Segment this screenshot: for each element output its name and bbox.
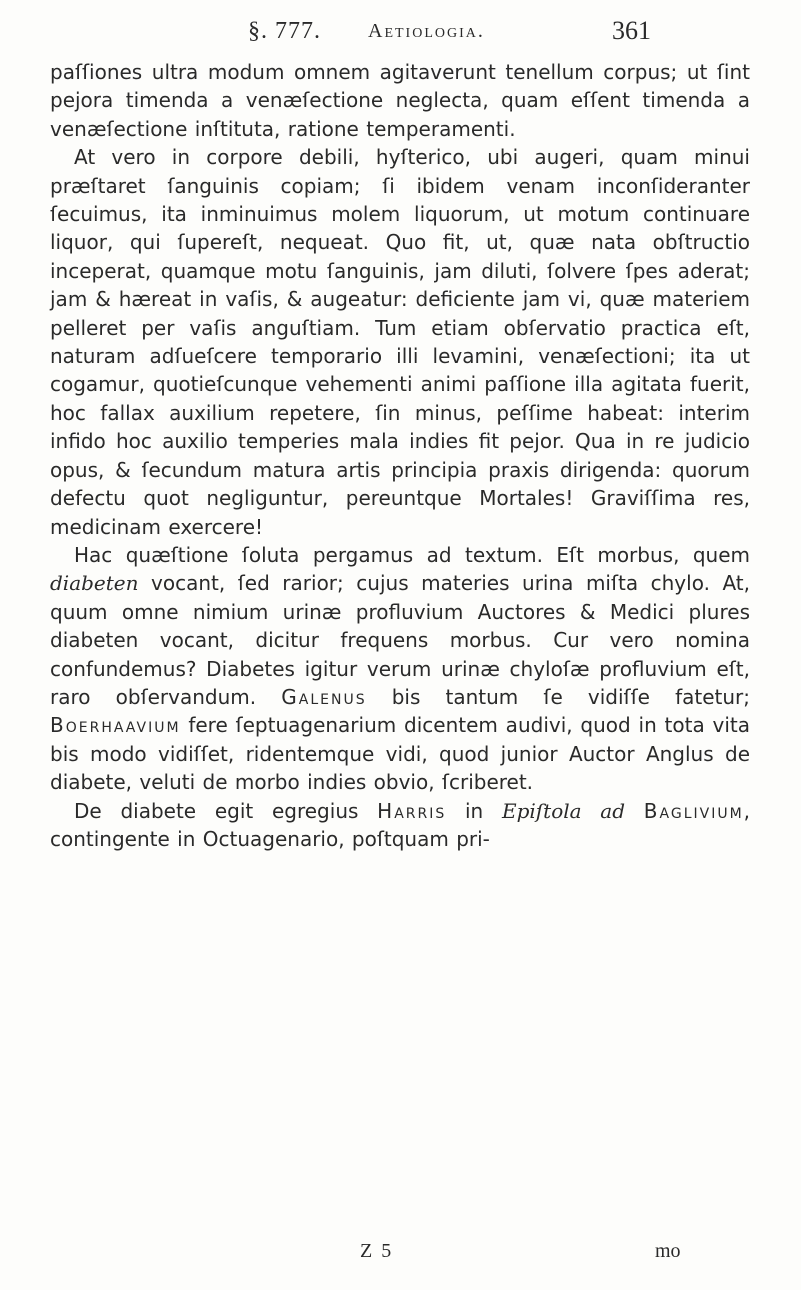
paragraph-diabetes-definition <box>50 541 750 797</box>
running-head <box>0 14 801 50</box>
page-number: 361 <box>612 16 651 45</box>
author-name: Harris <box>377 798 447 823</box>
paragraph-text: fere ſeptuagenarium dicentem audivi, quod in tota vita bis modo vidiſſet, ridentemque vidi, quod junior Auctor Anglus de diabete, veluti de morbo indies obvio, ſcriberet. <box>50 713 750 795</box>
paragraph-text: , contingente in Octuagenario, poſtquam pri- <box>50 798 751 851</box>
page-footer <box>0 1240 801 1270</box>
italic-title: Epiſtola ad <box>501 798 626 823</box>
paragraph-continuation: paſſiones ultra modum omnem agitaverunt tenellum corpus; ut ſint pejora timenda a venæſectione neglecta, quam eſſent timenda a venæſectione inſtituta, ratione temperamenti. <box>50 60 750 141</box>
body-text <box>50 58 750 853</box>
paragraph-harris <box>50 797 750 854</box>
paragraph-text <box>625 799 644 823</box>
catchword: mo <box>655 1240 681 1262</box>
author-name: Galenus <box>281 684 367 709</box>
paragraph-corpore-debili: At vero in corpore debili, hyſterico, ubi augeri, quam minui præſtaret ſanguinis copiam; ſi ibidem venam inconſideranter ſecuimus, ita inminuimus molem liquorum, ut motum continuare liquor, qui ſupereſt, nequeat. Quo fit, ut, quæ nata obſtructio inceperat, quamque motu ſanguinis, jam diluti, ſolvere ſpes aderat; jam & hæreat in vaſis, & augeatur: deficiente jam vi, quæ materiem pelleret per vaſis anguſtiam. Tum etiam obſervatio practica eſt, naturam adſueſcere temporario illi levamini, venæſectioni; ita ut cogamur, quotieſcunque vehementi animi paſſione illa agitata fuerit, hoc fallax auxilium repetere, ſin minus, peſſime habeat: interim infido hoc auxilio temperies mala indies fit pejor. Qua in re judicio opus, & ſecundum matura artis principia praxis dirigenda: quorum defectu quot negliguntur, pereuntque Mortales! Graviſſima res, medicinam exercere! <box>50 145 750 539</box>
author-name: Baglivium <box>643 798 744 823</box>
paragraph-text: vocant, ſed rarior; cujus materies urina miſta chylo. At, quum omne nimium urinæ profluvium Auctores & Medici plures diabeten vocant, dicitur frequens morbus. Cur vero nomina confundemus? Diabetes igitur verum urinæ chyloſæ profluvium eſt, raro obſervandum. <box>50 571 750 709</box>
italic-term: diabeten <box>50 571 139 596</box>
signature-mark: Z 5 <box>360 1240 394 1262</box>
paragraph-text: Hac quæſtione ſoluta pergamus ad textum. Eſt morbus, quem <box>74 542 750 567</box>
paragraph-text: in <box>446 798 502 823</box>
paragraph-text: De diabete egit egregius <box>74 798 378 823</box>
running-title: Aetiologia. <box>368 20 485 42</box>
paragraph-text: bis tantum ſe vidiſſe fatetur; <box>366 684 750 709</box>
author-name: Boerhaavium <box>50 713 181 738</box>
section-number: §. 777. <box>248 18 321 44</box>
